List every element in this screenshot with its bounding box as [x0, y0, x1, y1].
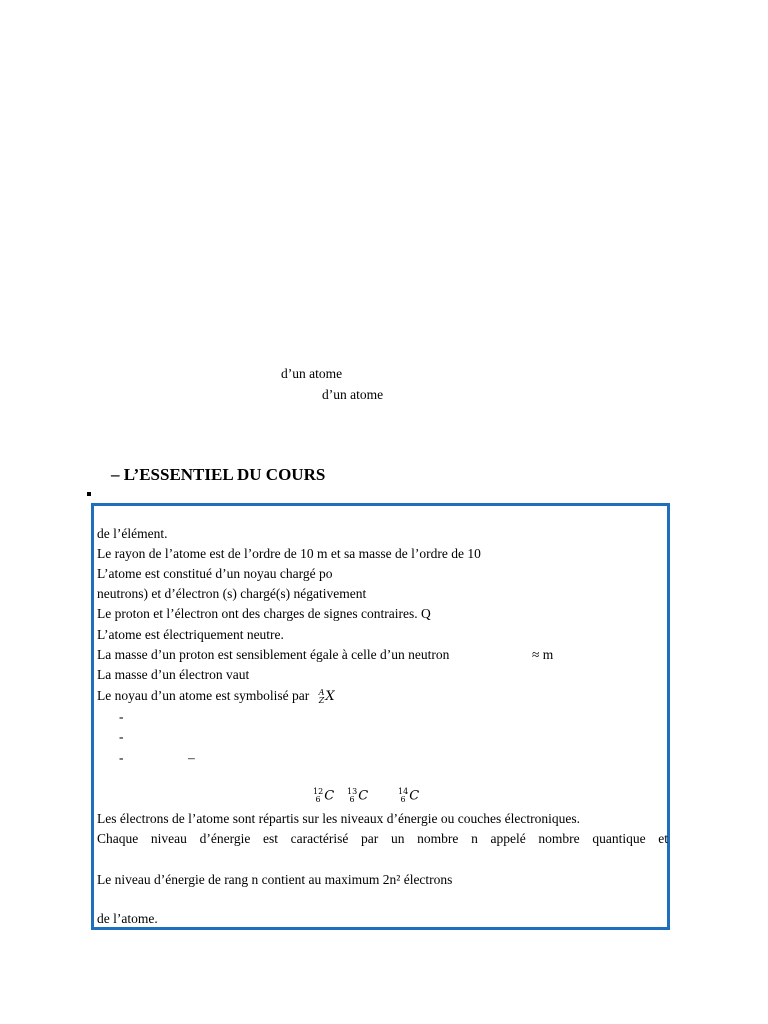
box-line-4: neutrons) et d’électron (s) chargé(s) négativement [97, 586, 367, 601]
box-line-1: de l’élément. [97, 526, 168, 541]
dash-item-2: - [119, 729, 124, 744]
quantum-line: Chaque niveau d’énergie est caractérisé par un nombre n appelé nombre quantique et [97, 831, 668, 846]
box-line-7: La masse d’un proton est sensiblement égale à celle d’un neutron [97, 647, 450, 662]
bullet-marker [87, 492, 91, 496]
dash-item-3: - [119, 750, 124, 765]
isotope-c14: 14 6 C [398, 787, 420, 804]
header-line-2: d’un atome [322, 387, 384, 402]
header-line-1: d’un atome [281, 366, 343, 381]
nucleus-text: Le noyau d’un atome est symbolisé par [97, 688, 310, 703]
levels-line: Les électrons de l’atome sont répartis sur les niveaux d’énergie ou couches électroniques. [97, 811, 580, 826]
section-title: – L’ESSENTIEL DU COURS [111, 465, 326, 484]
nucleus-letter: X [325, 689, 335, 704]
isotope-c12: 12 6 C [313, 787, 335, 804]
nucleus-a: A [318, 687, 325, 697]
box-line-8: La masse d’un électron vaut [97, 667, 250, 682]
dash-item-1: - [119, 709, 124, 724]
max-electrons-line: Le niveau d’énergie de rang n contient au maximum 2n² électrons [97, 872, 453, 887]
box-line-9 [97, 688, 335, 705]
nucleus-z: Z [318, 695, 325, 705]
isotope-c13: 13 6 C [347, 787, 369, 804]
box-line-5: Le proton et l’électron ont des charges de signes contraires. Q [97, 606, 431, 621]
box-line-6: L’atome est électriquement neutre. [97, 627, 284, 642]
nucleus-symbol [319, 689, 335, 704]
dash-item-3-extra: – [188, 750, 195, 765]
box-line-2: Le rayon de l’atome est de l’ordre de 10 m et sa masse de l’ordre de 10 [97, 546, 481, 561]
box-line-7-approx: ≈ m [532, 647, 554, 662]
box-line-3: L’atome est constitué d’un noyau chargé po [97, 566, 333, 581]
last-line: de l’atome. [97, 911, 158, 926]
